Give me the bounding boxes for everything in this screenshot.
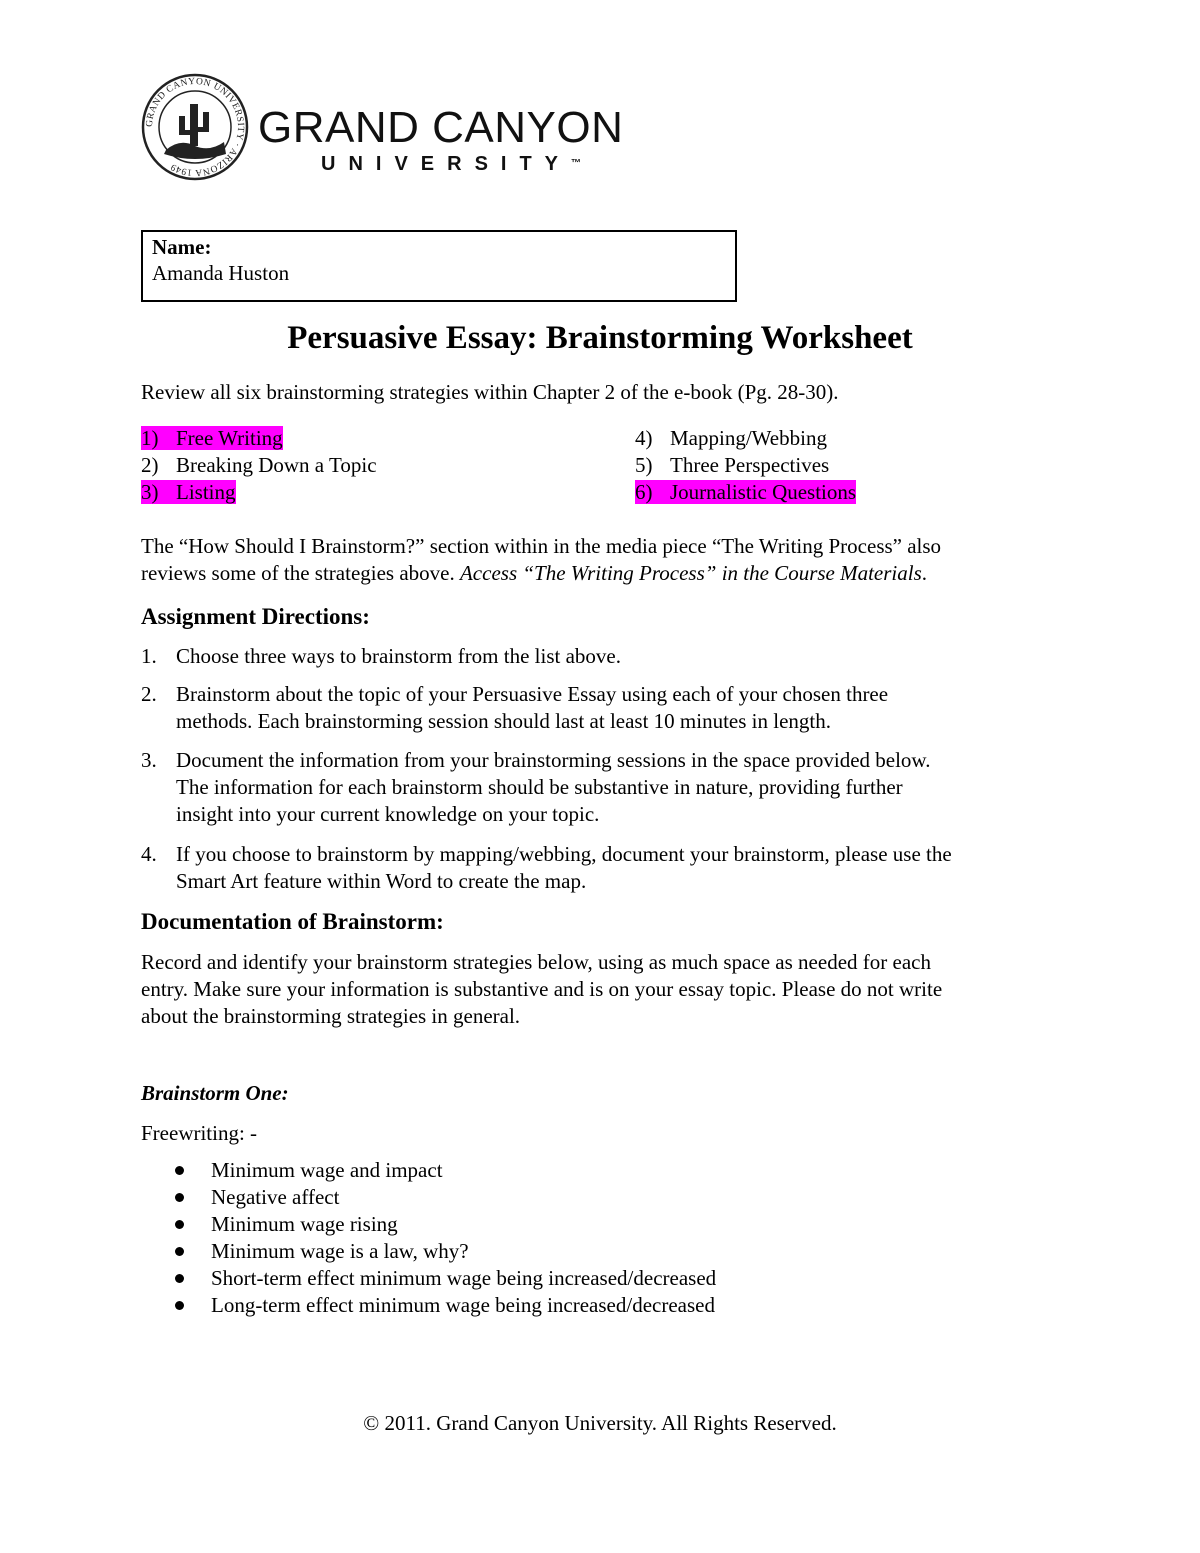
copyright-footer: © 2011. Grand Canyon University. All Rights Reserved.	[363, 1411, 837, 1435]
page-title: Persuasive Essay: Brainstorming Worksheet	[287, 320, 913, 356]
name-label: Name:	[152, 235, 212, 259]
strategy-number: 6)	[635, 480, 653, 504]
assignment-item-number: 1.	[141, 644, 157, 668]
assignment-item: 3. Document the information from your brainstorming sessions in the space provided below. The information for each brainstorm should be substantive in nature, providing further insight into your current knowledge on your topic.	[141, 748, 931, 826]
assignment-item: 4. If you choose to brainstorm by mapping/webbing, document your brainstorm, please use the Smart Art feature within Word to create the map.	[141, 842, 952, 893]
media-note-access-link: Access “The Writing Process” in the Course Materials	[459, 561, 922, 585]
brainstorm-bullet-item: Minimum wage and impact	[211, 1158, 443, 1182]
university-wordmark	[258, 104, 623, 176]
assignment-heading: Assignment Directions:	[141, 604, 370, 629]
media-note-line-2: reviews some of the strategies above. Access “The Writing Process” in the Course Materials.	[141, 561, 928, 585]
intro-text: Review all six brainstorming strategies within Chapter 2 of the e-book (Pg. 28-30).	[141, 380, 839, 404]
strategy-number: 4)	[635, 426, 653, 450]
assignment-item-number: 3.	[141, 748, 157, 772]
strategy-item	[635, 425, 827, 452]
brainstorm-method: Freewriting: -	[141, 1121, 258, 1145]
bullet-dot	[175, 1274, 184, 1283]
strategy-label: Mapping/Webbing	[670, 426, 827, 450]
strategy-number: 3)	[141, 480, 159, 504]
strategy-number: 1)	[141, 426, 159, 450]
brainstorm-bullet-item: Short-term effect minimum wage being increased/decreased	[211, 1266, 717, 1290]
brainstorm-one-heading: Brainstorm One:	[141, 1081, 289, 1105]
wordmark-line-1: GRAND CANYON	[258, 103, 624, 152]
assignment-item: 2. Brainstorm about the topic of your Persuasive Essay using each of your chosen three methods. Each brainstorming session should last at least 10 minutes in length.	[141, 682, 889, 733]
wordmark-line-2: UNIVERSITY	[321, 153, 572, 175]
strategy-item	[141, 425, 283, 452]
bullet-dot	[175, 1193, 184, 1202]
bullet-dot	[175, 1301, 184, 1310]
brainstorm-bullet-item: Long-term effect minimum wage being increased/decreased	[211, 1293, 715, 1317]
bullet-dot	[175, 1166, 184, 1175]
strategy-item	[635, 479, 856, 506]
assignment-item-number: 2.	[141, 682, 157, 706]
assignment-item-number: 4.	[141, 842, 157, 866]
documentation-heading: Documentation of Brainstorm:	[141, 909, 444, 934]
university-seal-logo	[140, 72, 250, 182]
brainstorm-bullet-item: Minimum wage is a law, why?	[211, 1239, 469, 1263]
strategy-number: 5)	[635, 453, 653, 477]
documentation-text: Record and identify your brainstorm strategies below, using as much space as needed for each entry. Make sure your information is substantive and is on your essay topic. Please do not write about the brainstorming strategies in general.	[141, 950, 943, 1028]
seal-lettering: GRAND CANYON UNIVERSITY · ARIZONA 1949	[144, 76, 246, 178]
strategy-label: Three Perspectives	[670, 453, 830, 477]
strategy-number: 2)	[141, 453, 159, 477]
strategy-label: Journalistic Questions	[670, 480, 857, 504]
strategy-label: Free Writing	[176, 426, 283, 450]
strategy-item	[141, 479, 236, 506]
media-note-line-1: The “How Should I Brainstorm?” section within in the media piece “The Writing Process” also	[141, 534, 942, 558]
strategy-item	[141, 452, 377, 479]
assignment-item: 1. Choose three ways to brainstorm from the list above.	[141, 644, 621, 668]
brainstorm-bullet-item: Minimum wage rising	[211, 1212, 398, 1236]
strategy-label: Breaking Down a Topic	[176, 453, 377, 477]
trademark-symbol: ™	[571, 158, 582, 169]
strategy-label: Listing	[176, 480, 236, 504]
bullet-dot	[175, 1247, 184, 1256]
strategy-item	[635, 452, 829, 479]
media-note-text: reviews some of the strategies above.	[141, 561, 460, 585]
brainstorm-bullet-item: Negative affect	[211, 1185, 340, 1209]
name-value: Amanda Huston	[152, 261, 290, 285]
bullet-dot	[175, 1220, 184, 1229]
